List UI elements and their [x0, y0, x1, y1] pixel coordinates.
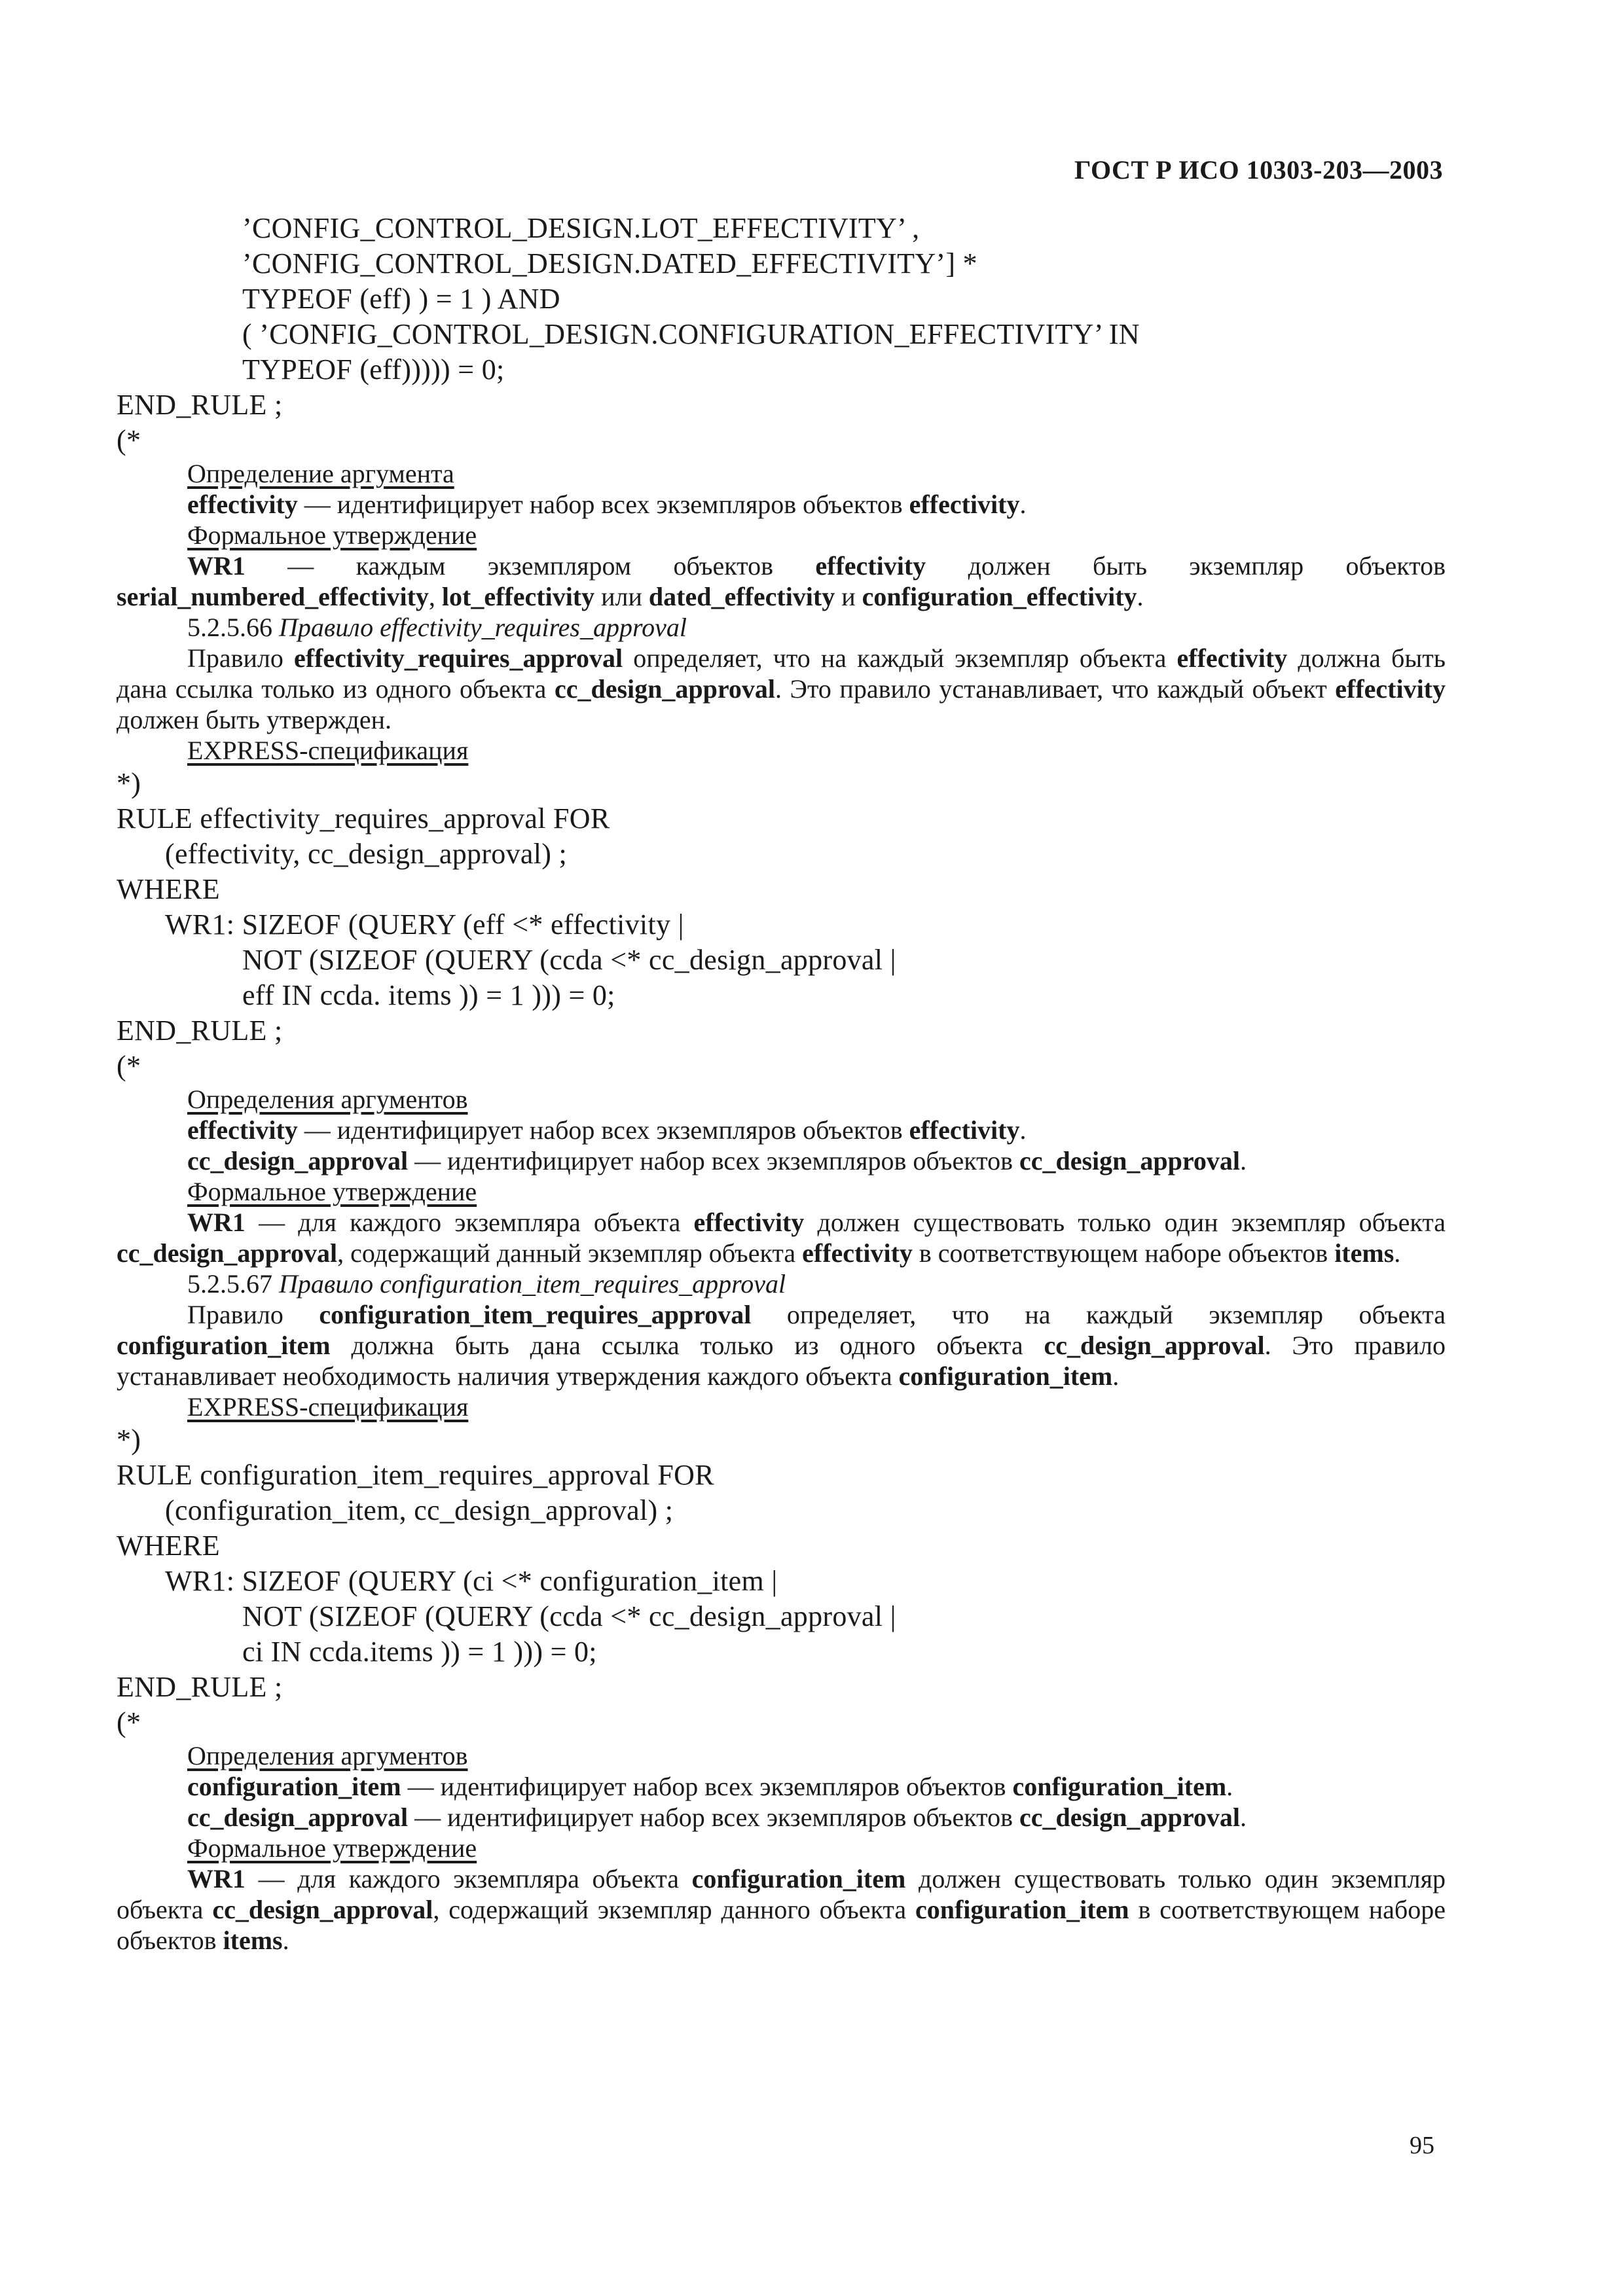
code-line: WHERE	[117, 1530, 220, 1562]
standard-header: ГОСТ Р ИСО 10303-203—2003	[1074, 155, 1443, 185]
formal-statement-wr1: WR1 — для каждого экземпляра объекта configuration_item должен существовать только один экземпляр объекта cc_design_approval, содержащий экземпляр данного объекта configuration_item в соответствующем наборе объектов items.	[117, 1864, 1446, 1955]
code-line: WR1: SIZEOF (QUERY (eff <* effectivity |	[165, 908, 684, 941]
formal-statement-heading: Формальное утверждение	[187, 520, 477, 550]
formal-statement-heading: Формальное утверждение	[187, 1177, 477, 1206]
document-body	[117, 211, 1446, 1956]
code-line: (effectivity, cc_design_approval) ;	[165, 838, 568, 870]
code-block-67	[117, 1422, 1446, 1740]
argument-definition-heading: Определение аргумента	[187, 459, 454, 488]
express-spec-heading: EXPRESS-спецификация	[187, 1392, 469, 1422]
code-line: RULE effectivity_requires_approval FOR	[117, 802, 610, 834]
section-66-description: Правило effectivity_requires_approval определяет, что на каждый экземпляр объекта effectivity должна быть дана ссылка только из одного объекта cc_design_approval. Это правило устанавливает, что каждый объект effectivity должен быть утвержден.	[117, 643, 1446, 734]
code-line: (configuration_item, cc_design_approval) ;	[165, 1494, 674, 1526]
argument-definition: effectivity — идентифицирует набор всех экземпляров объектов effectivity.	[187, 1115, 1027, 1145]
code-line: TYPEOF (eff) ) = 1 ) AND	[242, 283, 560, 315]
code-block-continuation	[117, 211, 1446, 458]
argument-definitions-heading: Определения аргументов	[187, 1741, 468, 1770]
formal-statement-wr1: WR1 — для каждого экземпляра объекта effectivity должен существовать только один экземпляр объекта cc_design_approval, содержащий данный экземпляр объекта effectivity в соответствующем наборе объектов items.	[117, 1208, 1446, 1268]
code-line: eff IN ccda. items )) = 1 ))) = 0;	[242, 979, 615, 1011]
formal-statement-wr1: WR1 — каждым экземпляром объектов effectivity должен быть экземпляр объектов serial_numbered_effectivity, lot_effectivity или dated_effectivity и configuration_effectivity.	[117, 551, 1446, 611]
comment-close: *)	[117, 767, 141, 799]
comment-open: (*	[117, 1050, 141, 1082]
code-line: WR1: SIZEOF (QUERY (ci <* configuration_item |	[165, 1565, 778, 1597]
code-line: WHERE	[117, 873, 220, 905]
argument-definition: configuration_item — идентифицирует набор всех экземпляров объектов configuration_item.	[187, 1772, 1233, 1801]
comment-close: *)	[117, 1424, 141, 1456]
express-spec-heading: EXPRESS-спецификация	[187, 736, 469, 765]
end-rule-line: END_RULE ;	[117, 1014, 283, 1047]
code-line: RULE configuration_item_requires_approval FOR	[117, 1459, 714, 1491]
comment-open: (*	[117, 424, 141, 456]
section-heading-67: 5.2.5.67 Правило configuration_item_requires_approval	[187, 1269, 786, 1299]
code-line: NOT (SIZEOF (QUERY (ccda <* cc_design_approval |	[242, 944, 896, 976]
argument-definition: cc_design_approval — идентифицирует набор всех экземпляров объектов cc_design_approval.	[187, 1803, 1247, 1832]
code-line: NOT (SIZEOF (QUERY (ccda <* cc_design_approval |	[242, 1600, 896, 1632]
section-67-description: Правило configuration_item_requires_approval определяет, что на каждый экземпляр объекта configuration_item должна быть дана ссылка только из одного объекта cc_design_approval. Это правило устанавливает необходимость наличия утверждения каждого объекта configuration_item.	[117, 1300, 1446, 1391]
code-line: ’CONFIG_CONTROL_DESIGN.LOT_EFFECTIVITY’ ,	[242, 212, 920, 244]
argument-definition: cc_design_approval — идентифицирует набор всех экземпляров объектов cc_design_approval.	[187, 1146, 1247, 1175]
end-rule-line: END_RULE ;	[117, 389, 283, 421]
comment-open: (*	[117, 1706, 141, 1738]
code-line: ( ’CONFIG_CONTROL_DESIGN.CONFIGURATION_EFFECTIVITY’ IN	[242, 318, 1140, 350]
section-heading-66: 5.2.5.66 Правило effectivity_requires_approval	[187, 613, 687, 642]
code-line: ci IN ccda.items )) = 1 ))) = 0;	[242, 1636, 597, 1668]
end-rule-line: END_RULE ;	[117, 1671, 283, 1703]
argument-definitions-heading: Определения аргументов	[187, 1085, 468, 1114]
page-number: 95	[1410, 2132, 1434, 2159]
argument-definition: effectivity — идентифицирует набор всех экземпляров объектов effectivity.	[187, 490, 1027, 519]
code-line: ’CONFIG_CONTROL_DESIGN.DATED_EFFECTIVITY’] *	[242, 247, 977, 279]
code-block-66	[117, 766, 1446, 1084]
code-line: TYPEOF (eff))))) = 0;	[242, 353, 505, 386]
formal-statement-heading: Формальное утверждение	[187, 1833, 477, 1863]
